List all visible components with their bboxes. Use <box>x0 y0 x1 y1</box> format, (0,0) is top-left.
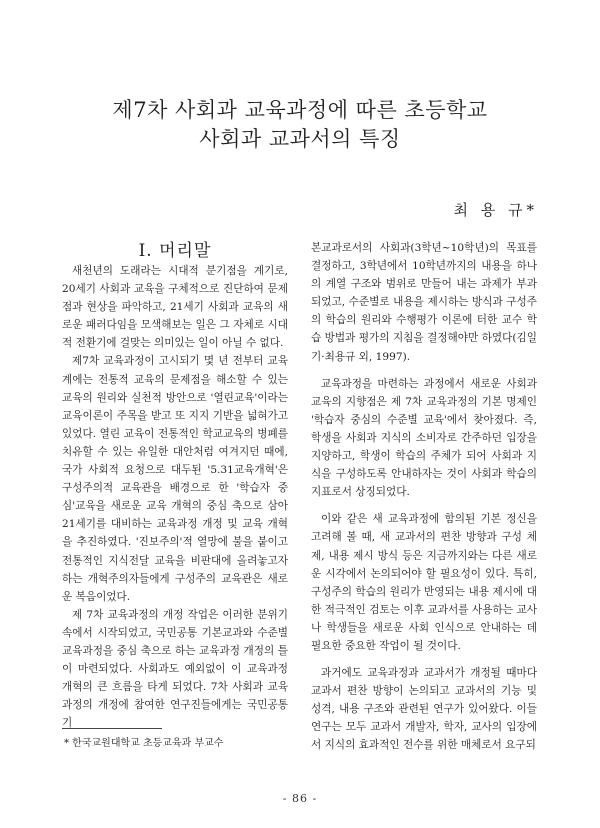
page-number: - 86 - <box>282 792 318 805</box>
body-paragraph: 본교과로서의 사회과(3학년~10학년)의 목표를 결정하고, 3학년에서 10학년까지의 내용을 하나의 계열 구조와 범위로 만들어 내는 과제가 부과되었고, 수준별로 내용을 제시하는 방식과 구성주의 학습의 원리와 수행평가 이론에 터한 교수 학습 방법과 평가의 지침을 결정해야만 하였다(김일기·최용규 외, 1997). <box>311 242 537 363</box>
section-heading: Ⅰ. 머리말 <box>138 241 212 261</box>
author-name: 최 용 규* <box>453 201 538 219</box>
left-column <box>62 262 288 732</box>
body-paragraph: 새천년의 도래라는 시대적 분기점을 계기로, 20세기 사회과 교육을 구체적으로 진단하여 문제점과 현상을 파악하고, 21세기 사회과 교육의 새로운 패러다임을 모색해보는 일은 그 자체로 시대적 전환기에 걸맞는 의미있는 일이 아닐 수 없다. <box>62 265 288 350</box>
body-paragraph: 교육과정을 마련하는 과정에서 새로운 사회과 교육의 지향점은 제 7차 교육과정의 기본 명제인 '학습자 중심의 수준별 교육'에서 찾아졌다. 즉, 학생을 사회과 지식의 소비자로 간주하던 입장을 지양하고, 학생이 학습의 주체가 되어 사회과 지식을 구성하도록 안내하자는 것이 사회과 학습의 지표로서 상징되었다. <box>311 377 537 499</box>
footnote: * 한국교원대학교 초등교육과 부교수 <box>64 738 224 749</box>
body-paragraph: 제7차 교육과정이 고시되기 몇 년 전부터 교육계에는 전통적 교육의 문제점을 해소할 수 있는 교육의 원리와 실천적 방안으로 '열린교육'이라는 교육이론이 주목을 받고 또 지지 기반을 넓혀가고 있었다. 열린 교육이 전통적인 학교교육의 병폐를 치유할 수 있는 유일한 대안처럼 여겨지던 때에, 국가 사회적 요청으로 대두된 '5.31교육개혁'은 구성주의적 교육관을 배경으로 한 '학습자 중심'교육을 새로운 교육 개혁의 중심 축으로 삼아 21세기를 대비하는 교육과정 개정 및 교육 개혁을 추진하였다. '진보주의'적 열망에 불을 붙이고 전통적인 지식전달 교육을 비판대에 올려놓고자 하는 개혁주의자들에게 구성주의 교육관은 새로운 복음이었다. <box>62 355 288 603</box>
article-title-line-1: 제7차 사회과 교육과정에 따른 초등학교 <box>112 98 488 122</box>
body-paragraph: 이와 같은 새 교육과정에 함의된 기본 정신을 고려해 볼 때, 새 교과서의 편찬 방향과 구성 체제, 내용 제시 방식 등은 지금까지와는 다른 새로운 시각에서 논의되어야 할 필요성이 있다. 특히, 구성주의 학습의 원리가 반영되는 내용 제시에 대한 적극적인 검토는 이후 교과서를 사용하는 교사나 학생들을 새로운 사회 인식으로 안내하는 데 필요한 중요한 작업이 될 것이다. <box>311 513 537 652</box>
article-title-line-2: 사회과 교과서의 특징 <box>199 127 401 151</box>
footnote-divider <box>62 728 162 729</box>
right-column <box>311 239 537 755</box>
body-paragraph: 과거에도 교육과정과 교과서가 개정될 때마다 교과서 편찬 방향이 논의되고 교과서의 기능 및 성격, 내용 구조와 관련된 연구가 있어왔다. 이들 연구는 모두 교과서 개발자, 학자, 교사의 입장에서 지식의 효과적인 전수를 위한 매체로서 요구되 <box>311 667 537 752</box>
body-paragraph: 제 7차 교육과정의 개정 작업은 이러한 분위기 속에서 시작되었고, 국민공통 기본교과와 수준별 교육과정을 중심 축으로 하는 교육과정 개정의 틀이 마련되었다. 사회과도 예외없이 이 교육과정 개혁의 큰 흐름을 타게 되었다. 7차 사회과 교육과정의 개정에 참여한 연구진들에게는 국민공통기 <box>62 608 288 730</box>
